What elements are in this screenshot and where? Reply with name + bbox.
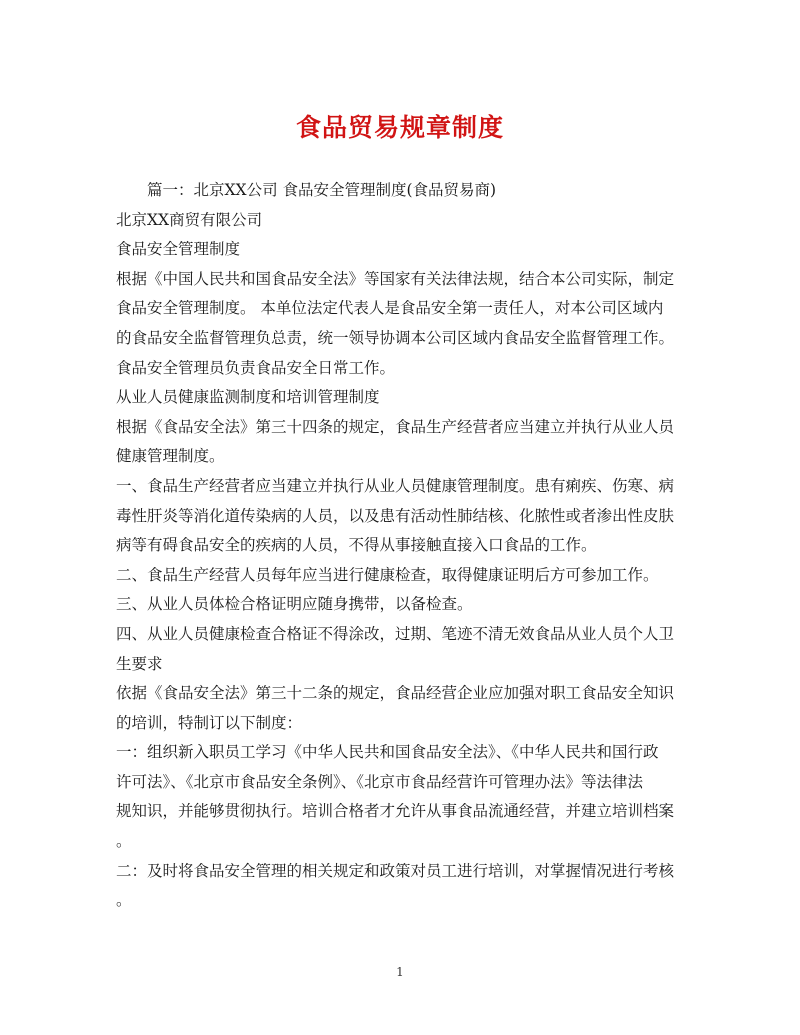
paragraph-line: 篇一：北京XX公司 食品安全管理制度(食品贸易商) — [147, 181, 497, 199]
paragraph-line: 食品安全管理员负责食品安全日常工作。 — [116, 358, 396, 377]
paragraph-line: 北京XX商贸有限公司 — [116, 210, 263, 229]
document-title: 食品贸易规章制度 — [295, 113, 504, 142]
paragraph-line: 食品安全管理制度。 本单位法定代表人是食品安全第一责任人，对本公司区域内 — [116, 299, 664, 318]
page-number: 1 — [396, 965, 404, 979]
paragraph-line: 规知识，并能够贯彻执行。培训合格者才允许从事食品流通经营，并建立培训档案 — [116, 802, 675, 821]
paragraph-line: 食品安全管理制度 — [116, 240, 241, 259]
paragraph-line: 毒性肝炎等消化道传染病的人员，以及患有活动性肺结核、化脓性或者渗出性皮肤 — [116, 506, 675, 525]
paragraph-line: 健康管理制度。 — [116, 447, 225, 466]
paragraph-line: 生要求 — [116, 654, 163, 673]
paragraph-line: 病等有碍食品安全的疾病的人员，不得从事接触直接入口食品的工作。 — [116, 536, 597, 555]
paragraph-line: 的食品安全监督管理负总责，统一领导协调本公司区域内食品安全监督管理工作。 — [116, 328, 675, 347]
paragraph-line: 一：组织新入职员工学习《中华人民共和国食品安全法》、《中华人民共和国行政 — [116, 743, 659, 762]
paragraph-line: 二、食品生产经营人员每年应当进行健康检查，取得健康证明后方可参加工作。 — [116, 565, 659, 584]
paragraph-line: 一、食品生产经营者应当建立并执行从业人员健康管理制度。患有痢疾、伤寒、病 — [116, 476, 675, 495]
paragraph-line: 根据《食品安全法》第三十四条的规定，食品生产经营者应当建立并执行从业人员 — [116, 417, 675, 436]
paragraph-line: 二：及时将食品安全管理的相关规定和政策对员工进行培训，对掌握情况进行考核 — [116, 861, 675, 880]
paragraph-line: 。 — [116, 832, 132, 851]
paragraph-line: 。 — [116, 891, 132, 910]
paragraph-line: 三、从业人员体检合格证明应随身携带，以备检查。 — [116, 595, 473, 614]
document-body — [116, 176, 688, 916]
paragraph-line: 四、从业人员健康检查合格证不得涂改，过期、笔迹不清无效食品从业人员个人卫 — [116, 624, 675, 643]
paragraph-line: 依据《食品安全法》第三十二条的规定，食品经营企业应加强对职工食品安全知识 — [116, 684, 675, 703]
paragraph-line: 许可法》、《北京市食品安全条例》、《北京市食品经营许可管理办法》等法律法 — [116, 772, 644, 791]
paragraph-line: 的培训，特制订以下制度： — [116, 713, 303, 732]
paragraph-line: 从业人员健康监测制度和培训管理制度 — [116, 388, 380, 407]
paragraph-line: 根据《中国人民共和国食品安全法》等国家有关法律法规，结合本公司实际，制定 — [116, 269, 675, 288]
